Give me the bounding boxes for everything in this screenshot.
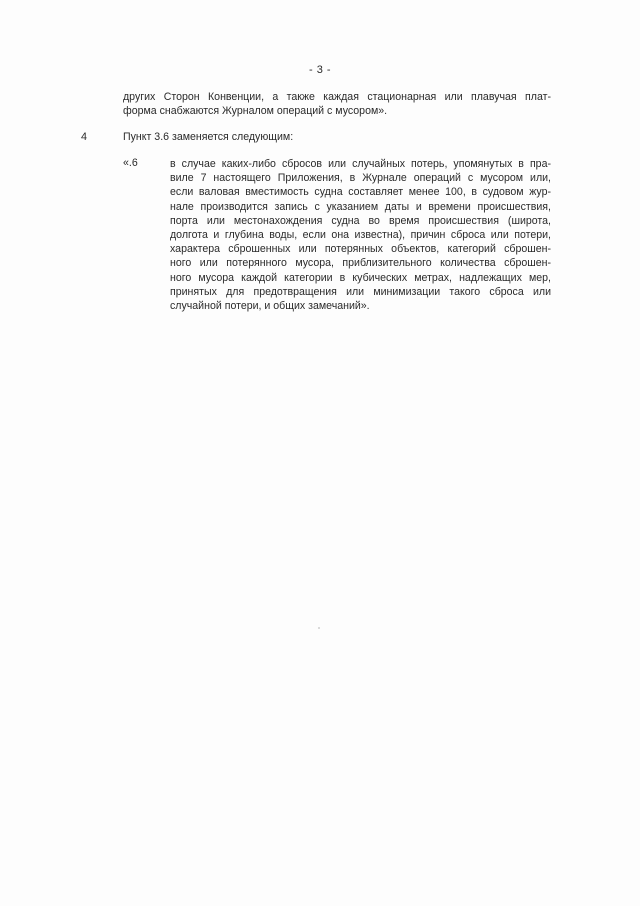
- item-text: Пункт 3.6 заменяется следующим:: [123, 131, 294, 143]
- paragraph-line: принятых для предотвращения или минимизации такого сброса или: [170, 285, 551, 298]
- paragraph-line: порта или местонахождения судна во время происшествия (широта,: [170, 214, 551, 227]
- paragraph-line: ного или потерянного мусора, приблизительного количества сброшен-: [170, 257, 551, 270]
- paragraph-line: других Сторон Конвенции, а также каждая стационарная или плавучая плат-: [123, 91, 551, 103]
- paragraph-line: форма снабжаются Журналом операций с мусором».: [123, 105, 388, 118]
- paragraph-line: случайной потери, и общих замечаний».: [170, 300, 370, 313]
- scan-speck: [318, 627, 320, 629]
- item-number: 4: [81, 131, 88, 143]
- paragraph-line: нале производится запись с указанием даты и времени происшествия,: [170, 200, 551, 213]
- paragraph-line: если валовая вместимость судна составляет менее 100, в судовом жур-: [170, 186, 551, 199]
- continuation-paragraph: [123, 90, 551, 118]
- subitem-paragraph: [170, 157, 551, 313]
- paragraph-line: виле 7 настоящего Приложения, в Журнале операций с мусором или,: [170, 172, 551, 185]
- paragraph-line: характера сброшенных или потерянных объектов, категорий сброшен-: [170, 243, 551, 256]
- paragraph-line: ного мусора каждой категории в кубических метрах, надлежащих мер,: [170, 271, 551, 284]
- page-number: - 3 -: [308, 64, 332, 76]
- subitem-label: «.6: [123, 157, 138, 169]
- paragraph-line: в случае каких-либо сбросов или случайных потерь, упомянутых в пра-: [170, 158, 551, 170]
- paragraph-line: долгота и глубина воды, если она известна), причин сброса или потери,: [170, 229, 551, 242]
